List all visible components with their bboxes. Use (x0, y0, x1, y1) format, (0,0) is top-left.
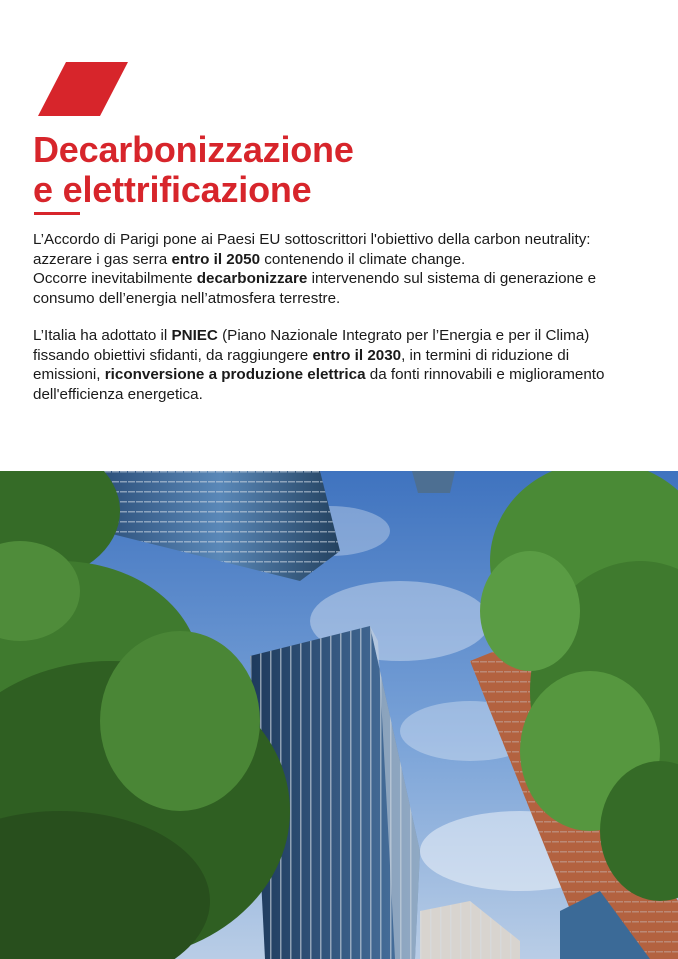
page-title (33, 130, 354, 210)
highlight-2050: entro il 2050 (171, 250, 261, 268)
highlight-decarbonizzare: decarbonizzare (196, 270, 308, 287)
paragraph-paris-agreement: L’Accordo di Parigi pone ai Paesi EU sottoscrittori l'obiettivo della carbon neutrality: azzerare i gas serra entro il 2050 contenendo il climate change. Occorre inevitabilmente decarbonizzare intervenendo sul sistema di generazione e consumo dell’energia nell’atmosfera terrestre. (33, 231, 597, 307)
body-text (33, 230, 648, 422)
paragraph-pniec: L’Italia ha adottato il PNIEC (Piano Nazionale Integrato per l’Energia e per il Clima) fissando obiettivi sfidanti, da raggiungere entro il 2030, in termini di riduzione di emissioni, riconversione a produzione elettrica da fonti rinnovabili e miglioramento dell'efficienza energetica. (33, 327, 605, 403)
red-parallelogram-accent (38, 62, 128, 116)
skyscrapers-trees-illustration (0, 471, 678, 959)
hero-photo (0, 471, 678, 959)
highlight-pniec: PNIEC (171, 327, 218, 344)
title-line-2: e elettrificazione (33, 169, 312, 210)
title-line-1: Decarbonizzazione (33, 129, 354, 170)
highlight-2030: entro il 2030 (312, 346, 402, 364)
title-underline (34, 212, 80, 215)
highlight-riconversione: riconversione a produzione elettrica (104, 366, 366, 383)
